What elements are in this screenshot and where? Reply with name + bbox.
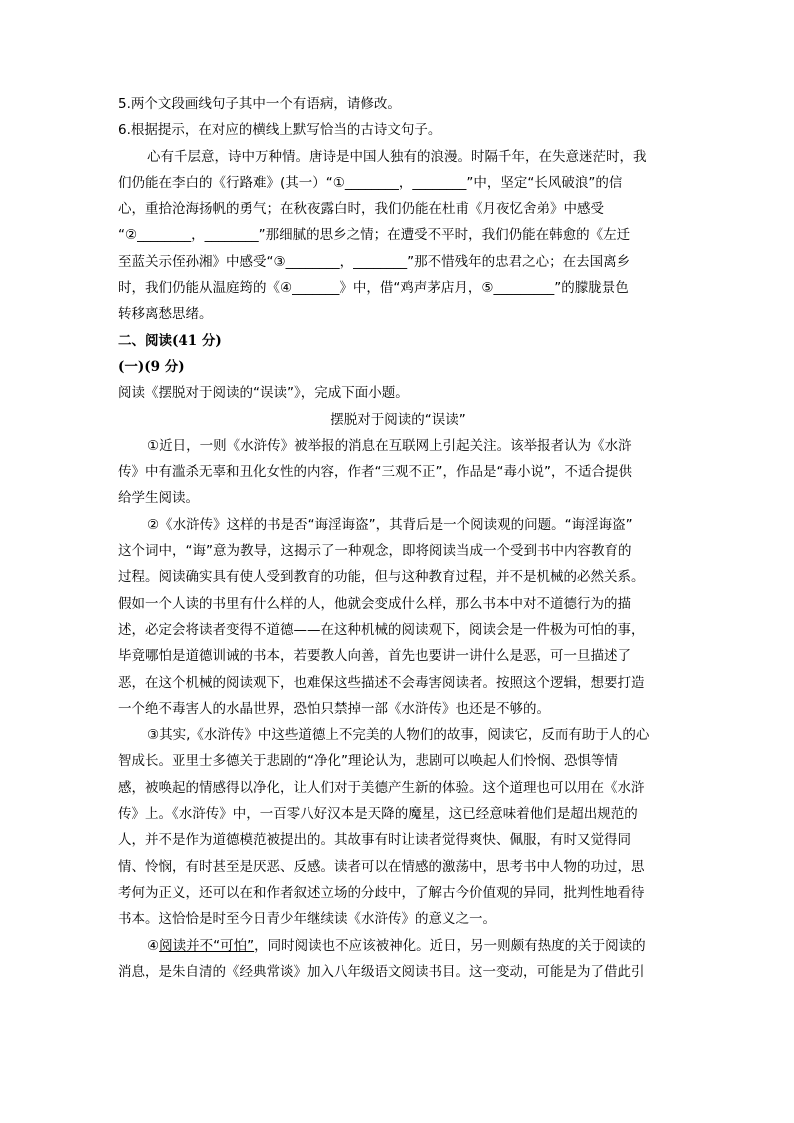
paragraph-line: ②《水浒传》这样的书是否“诲淫诲盗”，其背后是一个阅读观的问题。“诲淫诲盗” bbox=[147, 516, 633, 533]
article-paragraph-3 bbox=[118, 722, 678, 932]
paragraph-text: ，同时阅读也不应该被神化。近日，另一则颇有热度的关于阅读的 bbox=[254, 937, 646, 954]
section-title: 二、阅读(41 分) bbox=[118, 332, 222, 349]
paragraph-line: 传》中有滥杀无辜和丑化女性的内容，作者“三观不正”，作品是“毒小说”，不适合提供 bbox=[118, 464, 632, 481]
paragraph-line: 假如一个人读的书里有什么样的人，他就会变成什么样，那么书本中对不道德行为的描 bbox=[118, 595, 631, 612]
paragraph-line: ③其实,《水浒传》中这些道德上不完美的人物们的故事，阅读它，反而有助于人的心 bbox=[147, 727, 650, 744]
paragraph-line: ①近日，一则《水浒传》被举报的消息在互联网上引起关注。该举报者认为《水浒 bbox=[147, 437, 632, 454]
paragraph-line: 书本。这恰恰是时至今日青少年继续读《水浒传》的意义之一。 bbox=[118, 911, 496, 928]
paragraph-line bbox=[118, 933, 678, 959]
passage-line: 们仍能在李白的《行路难》(其一）“①________，________”中，坚定“长风破浪”的信 bbox=[118, 174, 623, 191]
passage-line: 心，重拾沧海扬帆的勇气；在秋夜露白时，我们仍能在杜甫《月夜忆舍弟》中感受 bbox=[118, 201, 604, 218]
passage-line: 心有千层意，诗中万种情。唐诗是中国人独有的浪漫。时隔千年，在失意迷茫时，我 bbox=[147, 148, 647, 165]
article-title: 摆脱对于阅读的“误读” bbox=[330, 411, 466, 428]
paragraph-line: 考何为正义，还可以在和作者叙述立场的分歧中，了解古今价值观的异同，批判性地看待 bbox=[118, 884, 645, 901]
article-paragraph-4 bbox=[118, 933, 678, 986]
passage-line: 转移离愁思绪。 bbox=[118, 306, 213, 323]
passage-line: “②________，________”那细腻的思乡之情；在遭受不平时，我们仍能在韩愈的《左迁 bbox=[118, 227, 631, 244]
poem-fill-passage bbox=[118, 144, 678, 328]
paragraph-line: 这个词中，“诲”意为教导，这揭示了一种观念，即将阅读当成一个受到书中内容教育的 bbox=[118, 543, 632, 560]
subsection-title: (一)(9 分) bbox=[118, 358, 185, 375]
passage-line: 至蓝关示侄孙湘》中感受“③________，________”那不惜残年的忠君之心；在去国离乡 bbox=[118, 253, 631, 270]
paragraph-line: 人，并不是作为道德模范被提出的。其故事有时让读者觉得爽快、佩服，有时又觉得同 bbox=[118, 832, 631, 849]
passage-line: 时，我们仍能从温庭筠的《④_______》中，借“鸡声茅店月，⑤_________”的朦胧景色 bbox=[118, 280, 629, 297]
paragraph-line: 传》上。《水浒传》中，一百零八好汉本是天降的魔星，这已经意味着他们是超出规范的 bbox=[118, 806, 638, 823]
paragraph-line: 情、怜悯，有时甚至是厌恶、反感。读者可以在情感的激荡中，思考书中人物的功过，思 bbox=[118, 858, 645, 875]
paragraph-line: 消息，是朱自清的《经典常谈》加入八年级语文阅读书目。这一变动，可能是为了借此引 bbox=[118, 963, 645, 980]
paragraph-line: 过程。阅读确实具有使人受到教育的功能，但与这种教育过程，并不是机械的必然关系。 bbox=[118, 569, 645, 586]
paragraph-line: 给学生阅读。 bbox=[118, 490, 199, 507]
article-paragraph-2 bbox=[118, 512, 678, 722]
paragraph-line: 智成长。亚里士多德关于悲剧的“净化”理论认为，悲剧可以唤起人们怜悯、恐惧等情 bbox=[118, 753, 618, 770]
reading-instruction: 阅读《摆脱对于阅读的“误读”》，完成下面小题。 bbox=[118, 385, 409, 402]
question-6: 6.根据提示，在对应的横线上默写恰当的古诗文句子。 bbox=[118, 122, 442, 139]
question-5: 5.两个文段画线句子其中一个有语病，请修改。 bbox=[118, 96, 401, 112]
paragraph-number: ④ bbox=[147, 937, 160, 954]
paragraph-line: 恶，在这个机械的阅读观下，也难保这些描述不会毒害阅读者。按照这个逻辑，想要打造 bbox=[118, 674, 645, 691]
paragraph-line: 感，被唤起的情感得以净化，让人们对于美德产生新的体验。这个道理也可以用在《水浒 bbox=[118, 779, 645, 796]
article-paragraph-1 bbox=[118, 433, 678, 512]
underlined-sentence: 阅读并不“可怕” bbox=[159, 937, 255, 954]
paragraph-line: 述，必定会将读者变得不道德——在这种机械的阅读观下，阅读会是一件极为可怕的事， bbox=[118, 621, 645, 638]
paragraph-line: 一个绝不毒害人的水晶世界，恐怕只禁掉一部《水浒传》也还是不够的。 bbox=[118, 700, 550, 717]
document-page bbox=[118, 91, 678, 985]
paragraph-line: 毕竟哪怕是道德训诫的书本，若要教人向善，首先也要讲一讲什么是恶，可一旦描述了 bbox=[118, 648, 631, 665]
